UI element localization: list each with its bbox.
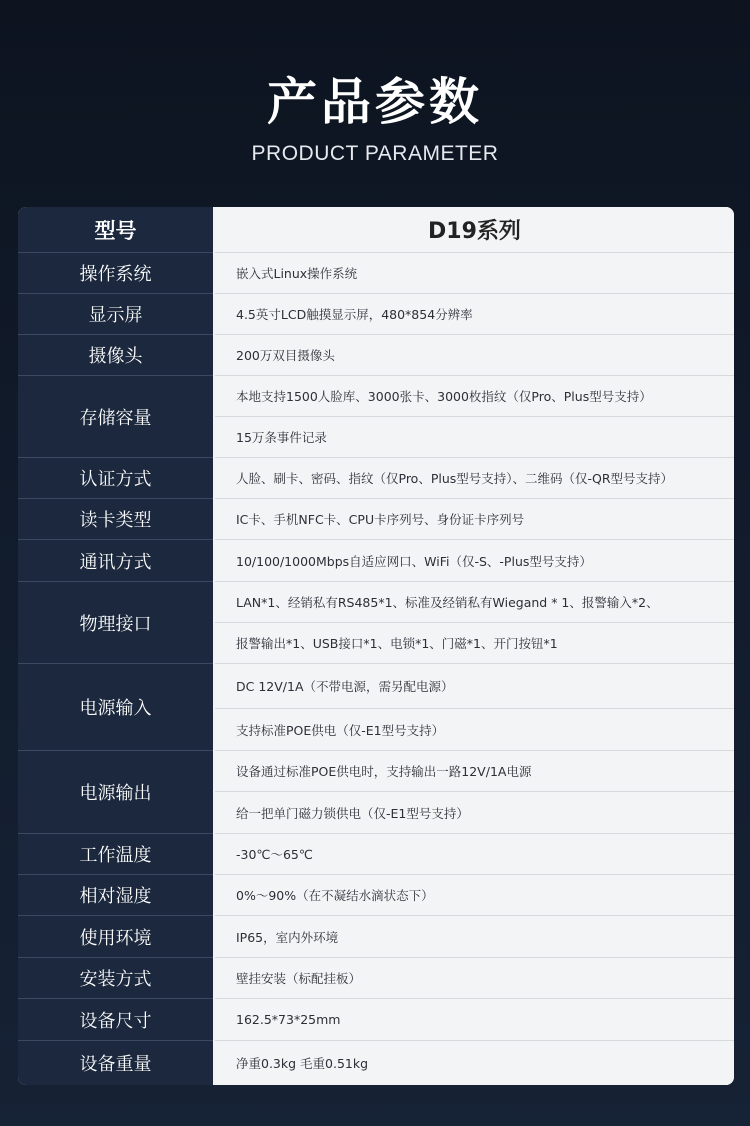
header-label: 型号 [18,207,213,253]
row-value: 15万条事件记录 [215,417,734,458]
row-value: -30℃～65℃ [215,834,734,875]
row-label: 摄像头 [18,335,213,376]
row-label: 工作温度 [18,834,213,875]
page-subtitle: PRODUCT PARAMETER [251,142,499,165]
page-title: 产品参数 [267,73,483,131]
row-value: 人脸、刷卡、密码、指纹（仅Pro、Plus型号支持）、二维码（仅-QR型号支持） [215,458,734,499]
row-value: 本地支持1500人脸库、3000张卡、3000枚指纹（仅Pro、Plus型号支持） [215,376,734,417]
row-value: 报警输出*1、USB接口*1、电锁*1、门磁*1、开门按钮*1 [215,623,734,664]
row-value: 10/100/1000Mbps自适应网口、WiFi（仅-S、-Plus型号支持） [215,540,734,582]
row-value: 4.5英寸LCD触摸显示屏，480*854分辨率 [215,294,734,335]
row-label: 存储容量 [18,376,213,458]
row-value: 200万双目摄像头 [215,335,734,376]
row-value: 0%～90%（在不凝结水滴状态下） [215,875,734,916]
row-value: 设备通过标准POE供电时，支持输出一路12V/1A电源 [215,751,734,792]
row-value: DC 12V/1A（不带电源，需另配电源） [215,664,734,709]
row-value: 嵌入式Linux操作系统 [215,253,734,294]
row-label: 电源输出 [18,751,213,834]
row-value: 净重0.3kg 毛重0.51kg [236,1056,369,1071]
row-value: 给一把单门磁力锁供电（仅-E1型号支持） [215,792,734,834]
row-value: IP65，室内外环境 [215,916,734,958]
row-label: 电源输入 [18,664,213,751]
row-label: 相对湿度 [18,875,213,916]
row-label: 设备重量 [79,1054,152,1075]
row-label: 读卡类型 [18,499,213,540]
row-value: IC卡、手机NFC卡、CPU卡序列号、身份证卡序列号 [215,499,734,540]
row-value: 支持标准POE供电（仅-E1型号支持） [215,709,734,751]
row-label: 操作系统 [18,253,213,294]
row-value: LAN*1、经销私有RS485*1、标准及经销私有Wiegand * 1、报警输入*2、 [215,582,734,623]
row-label: 使用环境 [18,916,213,958]
row-label: 显示屏 [18,294,213,335]
row-label: 安装方式 [18,958,213,999]
row-label: 物理接口 [18,582,213,664]
row-value: 壁挂安装（标配挂板） [215,958,734,999]
header-value: D19系列 [215,207,734,253]
parameter-table [18,207,734,1085]
row-label: 设备尺寸 [18,999,213,1041]
row-label: 通讯方式 [18,540,213,582]
row-label: 认证方式 [18,458,213,499]
row-value: 162.5*73*25mm [215,999,734,1041]
